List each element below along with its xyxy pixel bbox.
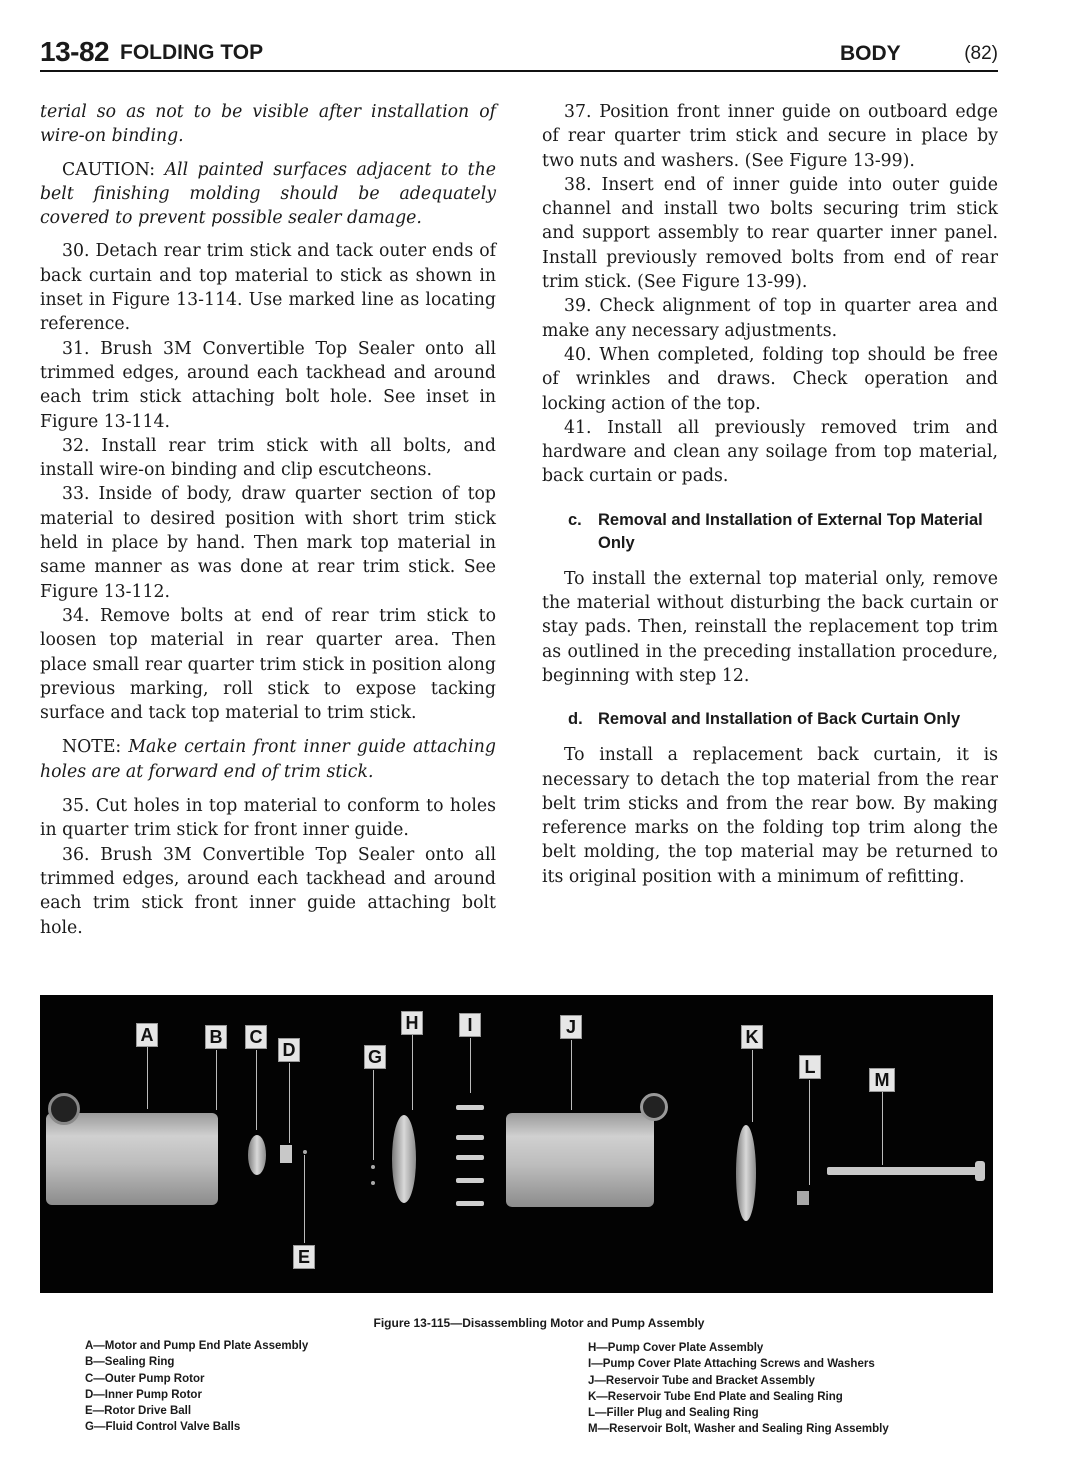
- step-text: Brush 3M Convertible Top Sealer onto all trimmed edges, around each tackhead and around each trim stick attaching bolt hole. See inset in Figure 13-114.: [40, 338, 497, 432]
- step-number: 39.: [564, 296, 592, 317]
- page-reference: (82): [964, 43, 998, 64]
- step-30: [40, 239, 496, 336]
- reservoir-bracket-illustration: [640, 1093, 668, 1121]
- step-text: Cut holes in top material to conform to holes in quarter trim stick for front inner guide.: [40, 796, 496, 841]
- leader-line-l: [809, 1080, 810, 1185]
- legend-item: L—Filler Plug and Sealing Ring: [588, 1407, 759, 1420]
- right-column: [542, 100, 998, 889]
- step-text: Inside of body, draw quarter section of top material to desired position with short trim stick held in place by hand. Then mark top material in same manner as was done at rear trim stick. See Figure 13-112.: [40, 484, 496, 602]
- step-33: [40, 482, 496, 603]
- step-31: [40, 337, 496, 434]
- note-paragraph: [40, 735, 496, 784]
- screw-illustration: [456, 1135, 484, 1140]
- section-c-heading: [568, 509, 998, 555]
- reservoir-bolt-illustration: [827, 1167, 977, 1175]
- step-number: 41.: [564, 417, 592, 438]
- section-d-body: To install a replacement back curtain, it is necessary to detach the top material from the rear belt trim sticks and from the rear bow. By making reference marks on the folding top trim along the belt molding, the top material may be returned to its original position with a minimum of refitting.: [542, 745, 998, 887]
- legend-item: C—Outer Pump Rotor: [85, 1372, 205, 1385]
- legend-item: H—Pump Cover Plate Assembly: [588, 1342, 764, 1354]
- step-number: 40.: [564, 344, 592, 365]
- step-number: 37.: [564, 102, 592, 122]
- callout-g: G: [364, 1045, 386, 1069]
- outer-rotor-illustration: [248, 1135, 266, 1175]
- filler-plug-illustration: [797, 1191, 809, 1205]
- chapter-title: FOLDING TOP: [120, 41, 264, 64]
- step-number: 32.: [62, 435, 90, 456]
- section-d-heading: [568, 708, 998, 731]
- left-column: [40, 100, 496, 940]
- legend-item: J—Reservoir Tube and Bracket Assembly: [588, 1374, 815, 1387]
- figure-legend-right: [588, 1340, 889, 1438]
- step-text: Brush 3M Convertible Top Sealer onto all trimmed edges, around each tackhead and around each trim stick front inner guide attaching bolt hole.: [40, 844, 497, 938]
- step-35: [40, 794, 496, 843]
- bracket-illustration: [48, 1093, 80, 1125]
- screw-illustration: [456, 1155, 484, 1160]
- drive-ball-illustration: [303, 1150, 307, 1154]
- caution-paragraph: [40, 158, 496, 231]
- leader-line-c: [256, 1050, 257, 1130]
- legend-item: M—Reservoir Bolt, Washer and Sealing Ring Assembly: [588, 1423, 889, 1436]
- figure-caption: Figure 13-115—Disassembling Motor and Pump Assembly: [373, 1316, 705, 1330]
- step-38: [542, 173, 998, 294]
- legend-item: D—Inner Pump Rotor: [85, 1388, 202, 1401]
- callout-i: I: [459, 1013, 481, 1037]
- figure-photo-motor-pump-assembly: [40, 995, 993, 1293]
- page-number: 13-82: [40, 36, 110, 67]
- cover-plate-illustration: [392, 1115, 416, 1203]
- continuation-paragraph: terial so as not to be visible after installation of wire-on binding.: [40, 102, 496, 147]
- legend-item: K—Reservoir Tube End Plate and Sealing Ring: [588, 1390, 843, 1403]
- step-number: 36.: [62, 844, 90, 865]
- note-text: Make certain front inner guide attaching holes are at forward end of trim stick.: [40, 737, 496, 782]
- caution-text: All painted surfaces adjacent to the belt finishing molding should be adequately covered to prevent possible sealer damage.: [40, 159, 496, 229]
- callout-d: D: [278, 1038, 300, 1062]
- step-number: 35.: [62, 796, 90, 817]
- step-40: [542, 343, 998, 416]
- screw-illustration: [456, 1178, 484, 1183]
- step-text: Position front inner guide on outboard edge of rear quarter trim stick and secure in place by two nuts and washers. (See Figure 13-99).: [542, 102, 998, 171]
- leader-line-e: [304, 1155, 305, 1243]
- end-plate-illustration: [736, 1125, 756, 1221]
- bolt-head-illustration: [975, 1161, 985, 1181]
- screw-illustration: [456, 1105, 484, 1110]
- leader-line-m: [882, 1090, 883, 1165]
- inner-rotor-illustration: [280, 1145, 292, 1163]
- callout-e: E: [293, 1245, 315, 1269]
- reservoir-tube-illustration: [506, 1113, 654, 1207]
- step-number: 30.: [62, 241, 90, 262]
- caution-label: CAUTION:: [62, 159, 156, 180]
- leader-line-b: [216, 1050, 217, 1110]
- note-label: NOTE:: [62, 737, 122, 758]
- legend-item: G—Fluid Control Valve Balls: [85, 1421, 241, 1434]
- section-title: BODY: [840, 42, 901, 65]
- step-39: [542, 294, 998, 343]
- step-text: Install rear trim stick with all bolts, and install wire-on binding and clip escutcheons.: [40, 435, 496, 481]
- leader-line-d: [289, 1063, 290, 1143]
- callout-j: J: [560, 1015, 582, 1039]
- legend-item: E—Rotor Drive Ball: [85, 1405, 192, 1418]
- leader-line-h: [412, 1035, 413, 1110]
- step-36: [40, 843, 496, 940]
- step-text: Check alignment of top in quarter area and make any necessary adjustments.: [542, 296, 998, 341]
- callout-b: B: [205, 1025, 227, 1049]
- callout-m: M: [869, 1068, 895, 1092]
- callout-a: A: [136, 1023, 158, 1047]
- callout-h: H: [401, 1011, 423, 1035]
- step-text: Remove bolts at end of rear trim stick to loosen top material in rear quarter area. Then place small rear quarter trim stick in position along previous marking, roll stick to expose tacking surface and tack top material to trim stick.: [40, 605, 496, 724]
- figure-legend-left: [85, 1338, 308, 1436]
- callout-l: L: [799, 1055, 821, 1079]
- page-header: [40, 38, 998, 72]
- leader-line-g: [373, 1070, 374, 1160]
- valve-balls-illustration: [371, 1181, 375, 1185]
- step-number: 38.: [564, 174, 592, 195]
- leader-line-a: [147, 1047, 148, 1109]
- section-c-body: To install the external top material only, remove the material without disturbing the back curtain or stay pads. Then, reinstall the replacement top trim as outlined in the preceding installation procedure, beginning with step 12.: [542, 568, 998, 686]
- leader-line-j: [571, 1040, 572, 1110]
- step-32: [40, 434, 496, 483]
- callout-k: K: [741, 1025, 763, 1049]
- step-text: Insert end of inner guide into outer guide channel and install two bolts securing trim stick and support assembly to rear quarter inner panel. Install previously removed bolts from end of rear trim stick. (See Figure 13-99).: [542, 174, 998, 293]
- section-title: Removal and Installation of Back Curtain Only: [598, 710, 961, 729]
- step-34: [40, 604, 496, 725]
- section-title: Removal and Installation of External Top Material Only: [598, 510, 983, 552]
- section-letter: d.: [568, 710, 583, 729]
- step-37: [542, 100, 998, 173]
- step-41: [542, 416, 998, 489]
- leader-line-i: [470, 1038, 471, 1093]
- step-number: 31.: [62, 338, 90, 359]
- step-text: Install all previously removed trim and hardware and clean any soilage from top material, back curtain or pads.: [542, 417, 998, 487]
- legend-item: B—Sealing Ring: [85, 1356, 175, 1369]
- leader-line-k: [752, 1050, 753, 1122]
- screw-illustration: [456, 1201, 484, 1206]
- legend-item: I—Pump Cover Plate Attaching Screws and Washers: [588, 1358, 875, 1371]
- valve-balls-illustration: [371, 1165, 375, 1169]
- step-number: 33.: [62, 484, 90, 505]
- step-text: When completed, folding top should be free of wrinkles and draws. Check operation and locking action of the top.: [542, 344, 998, 414]
- motor-cylinder-illustration: [46, 1113, 218, 1205]
- legend-item: A—Motor and Pump End Plate Assembly: [85, 1340, 309, 1352]
- section-letter: c.: [568, 510, 582, 529]
- callout-c: C: [245, 1025, 267, 1049]
- step-number: 34.: [62, 605, 90, 626]
- step-text: Detach rear trim stick and tack outer ends of back curtain and top material to stick as shown in inset in Figure 13-114. Use marked line as locating reference.: [40, 241, 496, 335]
